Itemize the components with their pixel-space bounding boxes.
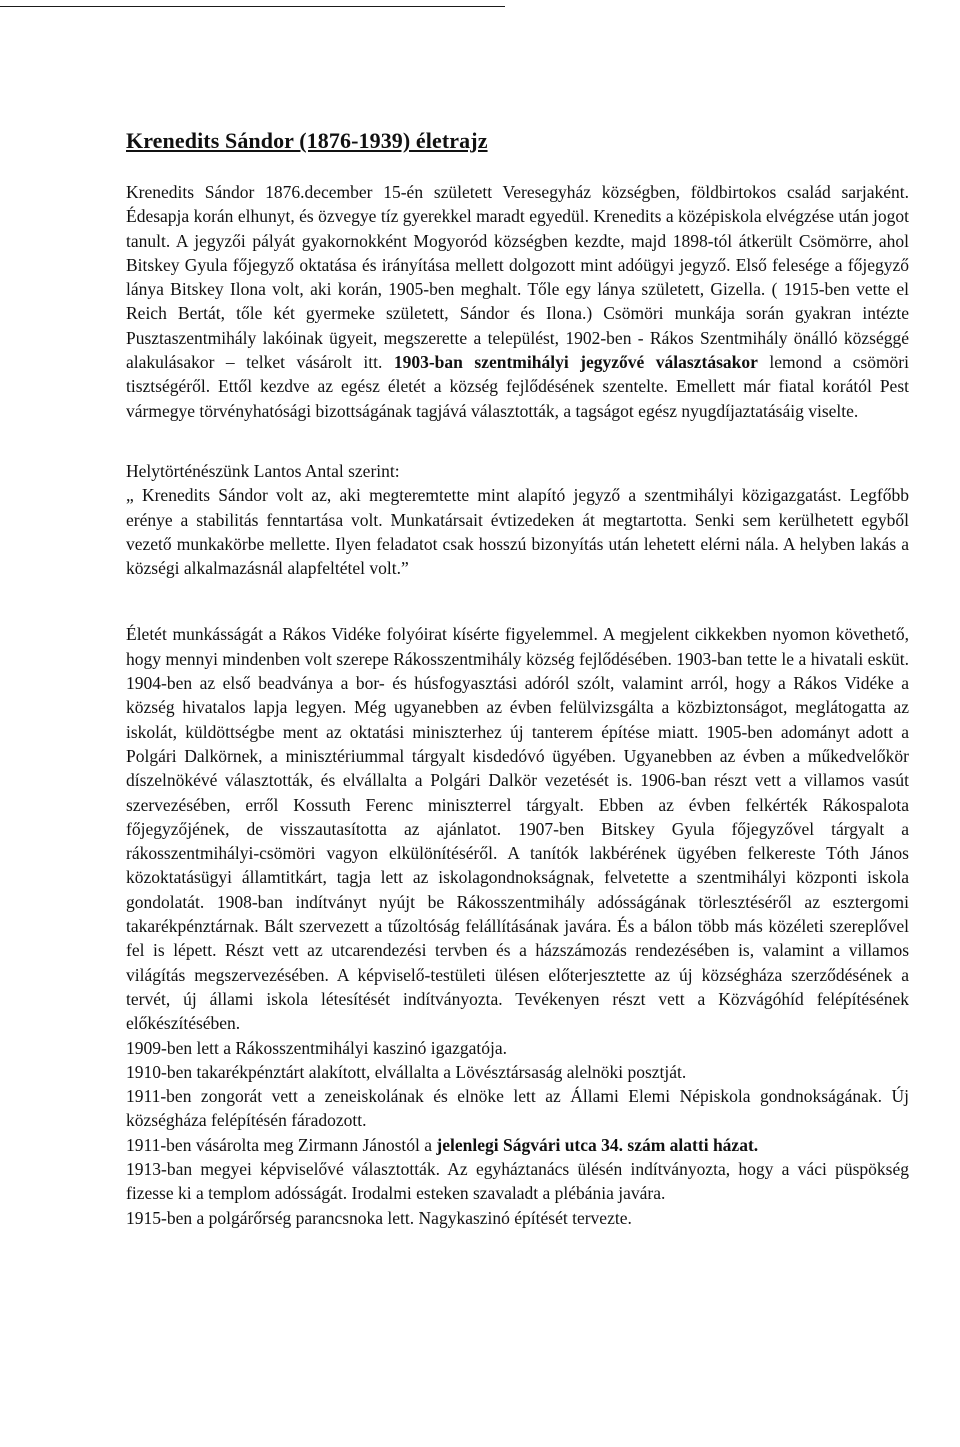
year-entry-bold: jelenlegi Ságvári utca 34. szám alatti házat. [436, 1134, 759, 1155]
paragraph-early-life-text: Krenedits Sándor 1876.december 15-én született Veresegyház községben, földbirtokos család sarjaként. Édesapja korán elhunyt, és özvegye tíz gyerekkel maradt egyedül. Krenedits a középiskola elvégzése után jogot tanult. A jegyzői pályát gyakornokként Mogyoród községben kezdte, majd 1898-tól átkerült Csömörre, ahol Bitskey Gyula főjegyző oktatása és irányítása mellett dolgozott mint adóügyi jegyző. Első felesége a főjegyző lánya Bitskey Ilona volt, aki korán, 1905-ben meghalt. Tőle egy lánya született, Gizella. ( 1915-ben vette el Reich Bertát, tőle két gyermeke született, Sándor és Ilona.) Csömöri munkája során gyakran intézte Pusztaszentmihály lakóinak ügyeit, megszerette a települést, 1902-ben - Rákos Szentmihály önálló községgé alakulásakor – telket vásárolt itt. [126, 182, 909, 373]
year-entry: 1913-ban megyei képviselővé választották. Az egyháztanács ülésén indítványozta, hogy a váci püspökség fizesse ki a templom adósságát. Irodalmi esteken szavaladt a plébánia javára. [126, 1158, 909, 1204]
year-entry-text: 1911-ben vásárolta meg Zirmann Jánostól a [126, 1134, 437, 1155]
year-entry: 1909-ben lett a Rákosszentmihályi kaszinó igazgatója. [126, 1037, 508, 1058]
paragraph-early-life [126, 180, 909, 423]
paragraph-early-life-bold: 1903-ban szentmihályi jegyzővé választásakor [393, 352, 758, 373]
year-entry: 1911-ben zongorát vett a zeneiskolának és elnöke lett az Állami Elemi Népiskola gondnokságának. Új községháza felépítésén fáradozott. [126, 1086, 909, 1131]
quote-intro: Helytörténészünk Lantos Antal szerint: [126, 460, 400, 481]
quote-text: „ Krenedits Sándor volt az, aki megteremtette mint alapító jegyző a szentmihályi közigazgatást. Legfőbb erénye a stabilitás fenntartása volt. Munkatársait évtizedeken át megtartotta. Senki sem kerülhetett egyből vezető munkakörbe mellette. Ilyen feladatot csak hosszú bizonyítás után lehetett elérni nála. A helyben lakás a községi alkalmazásnál alapfeltétel volt.” [126, 485, 909, 579]
year-entry: 1915-ben a polgárőrség parancsnoka lett. Nagykaszinó építését tervezte. [126, 1207, 632, 1228]
year-entry [126, 1133, 909, 1157]
paragraph-early-life-text-end: lemond a csömöri tisztségéről. Ettől kezdve az egész életét a község fejlődésének szentelte. Emellett már fiatal korától Pest vármegye törvényhatósági bizottságának tagjává választották, a tagságot egész nyugdíjaztatásáig viselte. [126, 352, 909, 421]
paragraph-career: Életét munkásságát a Rákos Vidéke folyóirat kísérte figyelemmel. A megjelent cikkekben nyomon követhető, hogy mennyi mindenben volt szerepe Rákosszentmihály község fejlődésében. 1903-ban tette le a hivatali esküt. 1904-ben az első beadványa a bor- és húsfogyasztási adóról szólt, valamint arról, hogy a Rákos Vidéke a község hivatalos lapja legyen. Még ugyanebben az évben felülvizsgálta a közbiztonságot, meglátogatta az iskolát, küldöttségbe ment az oktatási miniszterhez új tanterem építése miatt. 1905-ben adományt adott a Polgári Dalkörnek, a minisztériummal tárgyalt kisdedóvó ügyében. Ugyanebben az évben a műkedvelőkör díszelnökévé választották, és elvállalta a Polgári Dalkör vezetését is. 1906-ban részt vett a villamos vasút szervezésében, erről Kossuth Ferenc miniszterrel tárgyalt. Ebben az évben felkérték Rákospalota főjegyzőjének, de visszautasította az ajánlatot. 1907-ben Bitskey Gyula főjegyzővel tárgyalt a rákosszentmihályi-csömöri vagyon elkülönítéséről. A tanítók lakbérének ügyében felkereste Tóth János közoktatásügyi államtitkárt, tagja lett az iskolagondnokságnak, felvetette a szentmihályi központi iskola gondolatát. 1908-ban indítványt nyújt be Rákosszentmihály adósságának törlesztéséről az esztergomi takarékpénztárnak. Bált szervezett a tűzoltóság felállításának javára. És a bálon több más közéleti szereplővel fel is lépett. Részt vett az utcarendezési tervben és a házszámozás rendezésében is, valamint a villamos világítás megszervezésében. A képviselő-testületi ülésen előterjesztette az új községháza szerződésének a tervét, új állami iskola létesítését indítványozta. Tevékenyen részt vett a Közvágóhíd felépítésének előkészítésében. [126, 624, 909, 1034]
header-rule [0, 6, 505, 7]
document-title: Krenedits Sándor (1876-1939) életrajz [126, 128, 488, 153]
document-body [126, 126, 909, 1230]
year-entry: 1910-ben takarékpénztárt alakított, elvállalta a Lövésztársaság alelnöki posztját. [126, 1061, 687, 1082]
